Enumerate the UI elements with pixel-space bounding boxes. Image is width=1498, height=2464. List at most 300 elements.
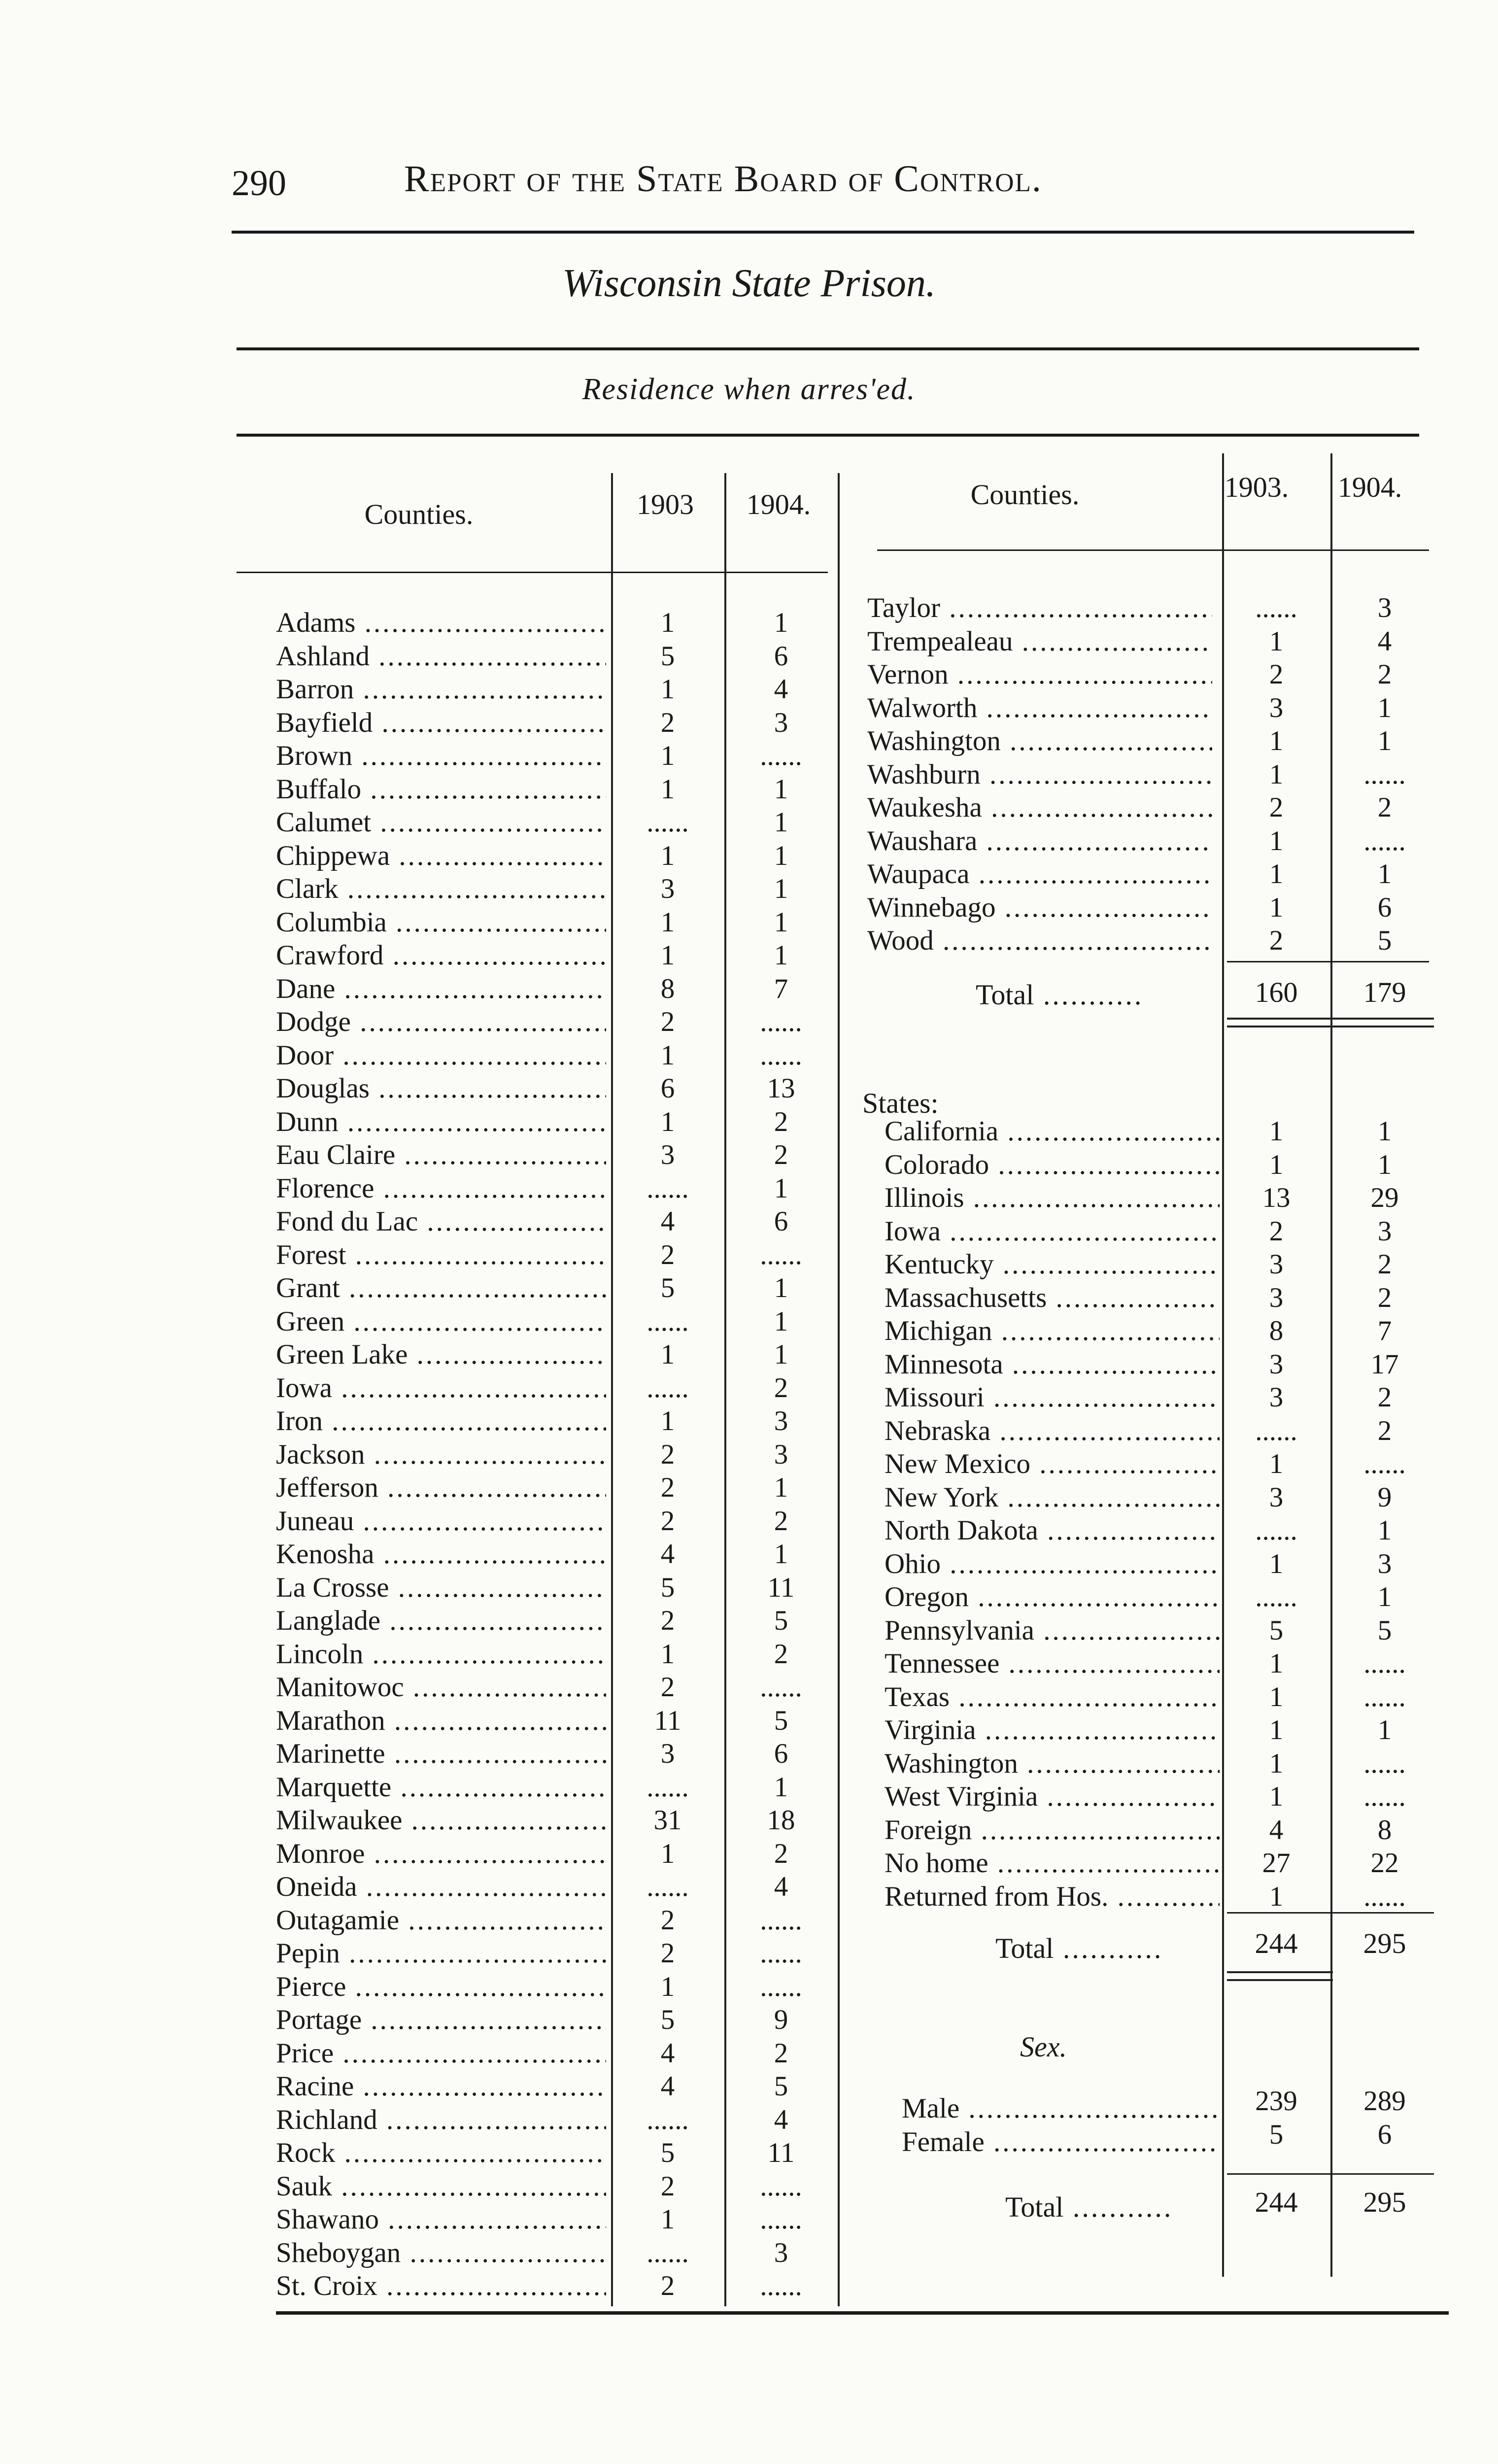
state-name: New Mexico .....	[885, 1447, 1220, 1481]
county-1903-value: ......	[647, 2237, 689, 2268]
state-1903-value: 13	[1262, 1182, 1291, 1213]
county-1903-value: ......	[647, 1871, 689, 1902]
county-1903-value: 2	[660, 1239, 675, 1270]
county-1904-value: 2	[774, 1638, 788, 1670]
county-1904-value: 2	[1377, 659, 1392, 690]
county-1904-value: 11	[767, 2137, 795, 2168]
states-total-label: Total .....	[995, 1932, 1163, 1964]
county-1904-value: 4	[774, 2104, 788, 2135]
county-name: Chippewa .....	[276, 839, 606, 873]
state-1904-value: ......	[1363, 1448, 1406, 1479]
county-1903-value: 2	[1269, 925, 1284, 956]
county-1903-value: 5	[660, 1572, 675, 1603]
state-1903-value: 1	[1269, 1747, 1284, 1779]
county-name: Brown .....	[276, 739, 606, 773]
county-1903-value: 1	[660, 674, 675, 705]
sex-name: Male .....	[902, 2092, 1217, 2125]
top-rule	[232, 231, 1414, 234]
county-name: Waupaca .....	[867, 857, 1212, 891]
county-name: Rock .....	[276, 2136, 606, 2170]
county-1904-value: 4	[774, 674, 788, 705]
county-name: Douglas .....	[276, 1072, 606, 1105]
county-1904-value: 1	[1377, 692, 1392, 723]
county-name: Iowa .....	[276, 1371, 606, 1405]
county-name: Vernon .....	[867, 658, 1212, 691]
states-total-1904: 295	[1363, 1927, 1406, 1959]
state-1903-value: 1	[1269, 1448, 1284, 1479]
sex-names	[902, 2092, 1217, 2158]
state-name: Tennessee .....	[885, 1647, 1220, 1680]
county-1904-value: ......	[760, 740, 802, 771]
county-1903-value: 5	[660, 2004, 675, 2035]
state-1904-value: 29	[1370, 1182, 1399, 1213]
county-1904-value: 6	[774, 1206, 788, 1237]
county-1904-value: 1	[774, 1272, 788, 1303]
county-1903-value: 2	[660, 707, 675, 738]
bottom-rule	[276, 2311, 1449, 2315]
county-1904-value: 4	[774, 1871, 788, 1902]
state-name: New York .....	[885, 1481, 1220, 1514]
sex-1904-value: 6	[1377, 2119, 1392, 2150]
state-1904-value: 22	[1370, 1848, 1399, 1879]
county-name: Outagamie .....	[276, 1904, 606, 1937]
county-name: Waukesha .....	[867, 791, 1212, 824]
state-1904-value: ......	[1363, 1681, 1406, 1712]
county-1903-value: 3	[660, 1738, 675, 1769]
state-1903-value: 1	[1269, 1548, 1284, 1579]
county-1903-value: 4	[660, 2071, 675, 2102]
sex-total-1903: 244	[1255, 2186, 1298, 2218]
state-1903-value: ......	[1255, 1581, 1297, 1612]
state-1903-value: 4	[1269, 1814, 1284, 1846]
county-name: La Crosse .....	[276, 1571, 606, 1605]
county-1903-value: ......	[647, 1372, 689, 1403]
county-1903-value: 1	[660, 906, 675, 938]
county-name: Monroe .....	[276, 1837, 606, 1871]
sex-total-label: Total .....	[1005, 2191, 1173, 2223]
counties-total-1903: 160	[1255, 976, 1298, 1008]
county-name: Richland .....	[276, 2103, 606, 2137]
county-1903-value: 3	[1269, 692, 1284, 723]
county-1903-value: 2	[660, 2270, 675, 2301]
county-1904-value: 1	[774, 1339, 788, 1370]
county-1904-value: 5	[774, 1705, 788, 1736]
county-name: Waushara .....	[867, 824, 1212, 858]
county-name: Juneau .....	[276, 1505, 606, 1538]
state-name: Missouri .....	[885, 1381, 1220, 1414]
county-1904-value: 4	[1377, 625, 1392, 657]
header-counties-right: Counties.	[970, 479, 1080, 511]
state-1903-value: 1	[1269, 1648, 1284, 1679]
header-underline-left	[237, 572, 828, 573]
county-name: Lincoln .....	[276, 1638, 606, 1671]
county-1904-value: ......	[760, 2204, 802, 2235]
county-1903-value: 11	[654, 1705, 681, 1736]
county-name: Dunn .....	[276, 1105, 606, 1139]
county-1904-value: 1	[774, 1771, 788, 1803]
county-1903-value: 1	[660, 1039, 675, 1071]
county-1904-value: 5	[774, 1605, 788, 1636]
county-1904-value: ......	[760, 1938, 802, 1969]
county-1903-value: 4	[660, 1539, 675, 1570]
state-1903-value: 1	[1269, 1781, 1284, 1812]
state-name: Pennsylvania .....	[885, 1614, 1220, 1647]
county-name: Columbia .....	[276, 906, 606, 939]
county-name: Manitowoc .....	[276, 1671, 606, 1704]
county-1903-value: 1	[660, 1405, 675, 1437]
county-1904-value: ......	[760, 1006, 802, 1037]
county-name: Grant .....	[276, 1271, 606, 1305]
county-name: Winnebago .....	[867, 891, 1212, 924]
county-1904-value: ......	[760, 1239, 802, 1270]
state-name: Returned from Hos. .....	[885, 1880, 1220, 1914]
county-1903-value: 8	[660, 973, 675, 1004]
county-1904-value: 1	[774, 873, 788, 904]
county-1903-value: 4	[660, 2037, 675, 2069]
state-1904-value: 17	[1370, 1348, 1399, 1380]
section-title: Wisconsin State Prison.	[562, 262, 936, 305]
county-name: Iron .....	[276, 1404, 606, 1438]
state-1904-value: 1	[1377, 1116, 1392, 1147]
sex-total-1904: 295	[1363, 2186, 1406, 2218]
state-1903-value: 1	[1269, 1714, 1284, 1745]
county-1903-value: 1	[660, 840, 675, 871]
header-underline-right	[877, 549, 1429, 551]
county-1903-value: 2	[660, 1505, 675, 1537]
county-1903-value: 1	[660, 740, 675, 771]
state-1904-value: 7	[1377, 1315, 1392, 1346]
state-1903-value: 8	[1269, 1315, 1284, 1346]
county-1903-value: 2	[660, 1904, 675, 1936]
vrule-1	[611, 473, 613, 2306]
county-name: Ashland .....	[276, 640, 606, 673]
county-1903-value: 2	[660, 1672, 675, 1703]
state-1903-value: ......	[1255, 1515, 1297, 1546]
state-1904-value: 1	[1377, 1515, 1392, 1546]
county-1903-value: 1	[1269, 825, 1284, 856]
county-1903-value: 1	[660, 940, 675, 971]
county-name: Eau Claire .....	[276, 1138, 606, 1172]
state-1903-value: 1	[1269, 1116, 1284, 1147]
county-name: Florence .....	[276, 1172, 606, 1205]
state-1904-value: 2	[1377, 1415, 1392, 1446]
county-1903-value: ......	[647, 807, 689, 838]
county-name: Trempealeau .....	[867, 625, 1212, 658]
county-1904-value: 2	[774, 1505, 788, 1537]
state-1904-value: 2	[1377, 1249, 1392, 1280]
state-name: Massachusetts .....	[885, 1281, 1220, 1315]
county-1903-value: 5	[660, 640, 675, 672]
counties-total-label: Total .....	[976, 979, 1143, 1011]
county-1904-value: ......	[760, 1672, 802, 1703]
county-name: Buffalo .....	[276, 773, 606, 806]
county-name: Clark .....	[276, 872, 606, 906]
vrule-4	[1222, 453, 1224, 2277]
county-name: Shawano .....	[276, 2203, 606, 2236]
county-1904-value: ......	[760, 2270, 802, 2301]
county-name: Sheboygan .....	[276, 2236, 606, 2270]
county-1903-value: ......	[1255, 592, 1297, 623]
county-1903-value: 2	[660, 1472, 675, 1503]
county-1904-value: 3	[774, 2237, 788, 2268]
state-name: Colorado .....	[885, 1148, 1220, 1182]
state-name: Foreign .....	[885, 1814, 1220, 1847]
state-1904-value: ......	[1363, 1781, 1406, 1812]
states-total-double-rule	[1227, 1971, 1333, 1981]
county-1903-value: 1	[660, 1971, 675, 2002]
county-1903-value: 2	[660, 1006, 675, 1037]
page-number: 290	[232, 163, 286, 204]
county-1904-value: 1	[774, 1172, 788, 1204]
county-1904-value: 3	[774, 1405, 788, 1437]
state-1904-value: ......	[1363, 1881, 1406, 1912]
county-1904-value: 6	[1377, 891, 1392, 923]
counties-left-names	[276, 606, 606, 2303]
state-1904-value: 8	[1377, 1814, 1392, 1846]
states-label: States:	[862, 1087, 939, 1119]
county-name: Pierce .....	[276, 1970, 606, 2004]
state-name: Nebraska .....	[885, 1414, 1220, 1448]
county-1904-value: ......	[760, 1971, 802, 2002]
sex-1903-value: 5	[1269, 2119, 1284, 2150]
county-1904-value: 1	[774, 773, 788, 805]
counties-left-1903	[616, 606, 719, 2303]
county-name: Green .....	[276, 1305, 606, 1338]
county-name: St. Croix .....	[276, 2269, 606, 2303]
county-1904-value: 3	[774, 1438, 788, 1470]
county-1903-value: 1	[1269, 858, 1284, 890]
sex-1903-value: 239	[1255, 2086, 1297, 2117]
state-1903-value: 3	[1269, 1249, 1284, 1280]
states-names	[885, 1115, 1220, 1913]
county-name: Racine .....	[276, 2070, 606, 2103]
header-counties-left: Counties.	[364, 498, 474, 530]
header-1904-left: 1904.	[746, 488, 811, 520]
county-1903-value: 1	[660, 773, 675, 805]
counties-total-1904: 179	[1363, 976, 1406, 1008]
county-1904-value: 6	[774, 640, 788, 672]
state-1904-value: 3	[1377, 1215, 1392, 1247]
county-name: Wood .....	[867, 924, 1212, 958]
state-1903-value: 3	[1269, 1481, 1284, 1513]
county-1904-value: 1	[774, 1472, 788, 1503]
county-name: Dodge .....	[276, 1005, 606, 1039]
state-name: Washington .....	[885, 1747, 1220, 1780]
county-1904-value: 1	[1377, 858, 1392, 890]
county-1903-value: 2	[660, 2170, 675, 2202]
county-1904-value: ......	[760, 1904, 802, 1936]
county-name: Jackson .....	[276, 1438, 606, 1472]
vrule-5	[1330, 453, 1332, 2277]
county-name: Oneida .....	[276, 1870, 606, 1904]
table-top-rule	[237, 434, 1419, 437]
counties-total-double-rule	[1227, 1018, 1434, 1027]
state-1904-value: 2	[1377, 1382, 1392, 1413]
county-1904-value: 11	[767, 1572, 795, 1603]
state-1903-value: ......	[1255, 1415, 1297, 1446]
county-1903-value: 6	[660, 1073, 675, 1104]
county-1904-value: 1	[774, 940, 788, 971]
counties-total-row	[976, 978, 1143, 1011]
county-name: Green Lake .....	[276, 1338, 606, 1371]
county-name: Calumet .....	[276, 806, 606, 839]
sex-1904-value: 289	[1363, 2086, 1406, 2117]
sex-name: Female .....	[902, 2125, 1217, 2159]
county-1903-value: 4	[660, 1206, 675, 1237]
county-name: Walworth .....	[867, 691, 1212, 725]
county-1904-value: 2	[774, 2037, 788, 2069]
state-name: Ohio .....	[885, 1547, 1220, 1581]
county-1904-value: 2	[774, 1838, 788, 1869]
state-name: Virginia .....	[885, 1713, 1220, 1747]
county-name: Marathon .....	[276, 1704, 606, 1738]
state-name: Oregon .....	[885, 1580, 1220, 1614]
state-name: No home .....	[885, 1847, 1220, 1880]
county-1903-value: 1	[1269, 725, 1284, 756]
header-1904-right: 1904.	[1337, 471, 1402, 503]
state-1904-value: 3	[1377, 1548, 1392, 1579]
county-1903-value: 2	[660, 1938, 675, 1969]
county-1903-value: 1	[660, 1838, 675, 1869]
county-1903-value: ......	[647, 1305, 689, 1337]
county-1904-value: 1	[774, 807, 788, 838]
state-1904-value: ......	[1363, 1747, 1406, 1779]
sex-total-rule	[1227, 2173, 1434, 2175]
sex-label: Sex.	[1020, 2031, 1067, 2063]
county-name: Marinette .....	[276, 1737, 606, 1771]
state-name: North Dakota .....	[885, 1514, 1220, 1547]
state-1904-value: 1	[1377, 1149, 1392, 1180]
states-1903	[1227, 1115, 1326, 1913]
state-1903-value: 1	[1269, 1881, 1284, 1912]
state-1904-value: ......	[1363, 1648, 1406, 1679]
county-name: Jefferson .....	[276, 1471, 606, 1505]
county-name: Forest .....	[276, 1238, 606, 1272]
county-1903-value: 3	[660, 873, 675, 904]
county-1903-value: 1	[1269, 891, 1284, 923]
state-1903-value: 1	[1269, 1149, 1284, 1180]
county-1904-value: 18	[767, 1805, 795, 1836]
county-name: Kenosha .....	[276, 1538, 606, 1571]
county-1904-value: 1	[774, 840, 788, 871]
vrule-2	[724, 473, 726, 2306]
counties-total-rule	[1227, 961, 1429, 962]
county-name: Dane .....	[276, 972, 606, 1006]
county-1904-value: 3	[774, 707, 788, 738]
county-1904-value: 6	[774, 1738, 788, 1769]
county-1903-value: 1	[660, 2204, 675, 2235]
county-1903-value: 1	[660, 1638, 675, 1670]
county-name: Milwaukee .....	[276, 1804, 606, 1837]
county-1903-value: 2	[1269, 792, 1284, 823]
county-name: Portage .....	[276, 2003, 606, 2037]
state-name: West Virginia .....	[885, 1780, 1220, 1814]
county-1904-value: 1	[774, 906, 788, 938]
county-1904-value: ......	[760, 2170, 802, 2202]
county-name: Taylor .....	[867, 591, 1212, 625]
county-1904-value: 2	[774, 1106, 788, 1137]
county-1904-value: 7	[774, 973, 788, 1004]
sex-1903	[1227, 2085, 1326, 2151]
state-name: Illinois .....	[885, 1181, 1220, 1215]
subtitle: Residence when arres'ed.	[582, 373, 916, 406]
section-rule	[237, 347, 1419, 350]
county-1904-value: 5	[1377, 925, 1392, 956]
counties-right-names	[867, 591, 1212, 958]
county-1903-value: 5	[660, 2137, 675, 2168]
counties-right-1903	[1227, 591, 1326, 958]
county-1904-value: 1	[774, 607, 788, 638]
county-name: Marquette .....	[276, 1771, 606, 1804]
county-1904-value: 5	[774, 2071, 788, 2102]
state-name: Iowa .....	[885, 1215, 1220, 1248]
county-1903-value: 3	[660, 1139, 675, 1170]
state-name: California .....	[885, 1115, 1220, 1148]
header-1903-left: 1903	[637, 488, 694, 520]
county-1903-value: 1	[1269, 625, 1284, 657]
county-1903-value: 1	[660, 607, 675, 638]
county-1904-value: 13	[767, 1073, 795, 1104]
state-name: Texas .....	[885, 1680, 1220, 1714]
state-1904-value: 1	[1377, 1581, 1392, 1612]
state-1904-value: 2	[1377, 1282, 1392, 1313]
county-1903-value: 1	[660, 1339, 675, 1370]
county-1904-value: ......	[1363, 758, 1406, 790]
state-1903-value: 5	[1269, 1614, 1284, 1646]
county-name: Washington .....	[867, 724, 1212, 758]
county-1904-value: 2	[774, 1139, 788, 1170]
county-name: Washburn .....	[867, 758, 1212, 791]
county-name: Crawford .....	[276, 939, 606, 972]
county-name: Adams .....	[276, 606, 606, 640]
vrule-3	[838, 473, 840, 2306]
state-1903-value: 3	[1269, 1382, 1284, 1413]
state-1904-value: 5	[1377, 1614, 1392, 1646]
county-1904-value: 2	[1377, 792, 1392, 823]
state-1903-value: 27	[1262, 1848, 1291, 1879]
state-1903-value: 2	[1269, 1215, 1284, 1247]
states-total-row	[995, 1932, 1163, 1965]
running-title: Report of the State Board of Control.	[404, 158, 1042, 200]
county-1903-value: 5	[660, 1272, 675, 1303]
sex-1904	[1335, 2085, 1434, 2151]
county-1903-value: 31	[653, 1805, 682, 1836]
county-name: Pepin .....	[276, 1937, 606, 1970]
county-1903-value: 1	[1269, 758, 1284, 790]
counties-right-1904	[1335, 591, 1434, 958]
county-1903-value: 2	[1269, 659, 1284, 690]
state-name: Minnesota .....	[885, 1348, 1220, 1381]
county-1904-value: ......	[760, 1039, 802, 1071]
state-name: Michigan .....	[885, 1314, 1220, 1348]
county-1904-value: ......	[1363, 825, 1406, 856]
county-1903-value: 2	[660, 1438, 675, 1470]
county-1904-value: 1	[774, 1539, 788, 1570]
county-1903-value: ......	[647, 1172, 689, 1204]
state-name: Kentucky .....	[885, 1248, 1220, 1281]
county-name: Price .....	[276, 2037, 606, 2070]
county-name: Fond du Lac .....	[276, 1205, 606, 1238]
state-1904-value: 1	[1377, 1714, 1392, 1745]
sex-total-row	[1005, 2190, 1173, 2224]
state-1903-value: 3	[1269, 1348, 1284, 1380]
state-1903-value: 1	[1269, 1681, 1284, 1712]
county-1903-value: ......	[647, 1771, 689, 1803]
county-1903-value: 2	[660, 1605, 675, 1636]
county-name: Door .....	[276, 1039, 606, 1072]
county-1903-value: ......	[647, 2104, 689, 2135]
county-name: Langlade .....	[276, 1604, 606, 1638]
